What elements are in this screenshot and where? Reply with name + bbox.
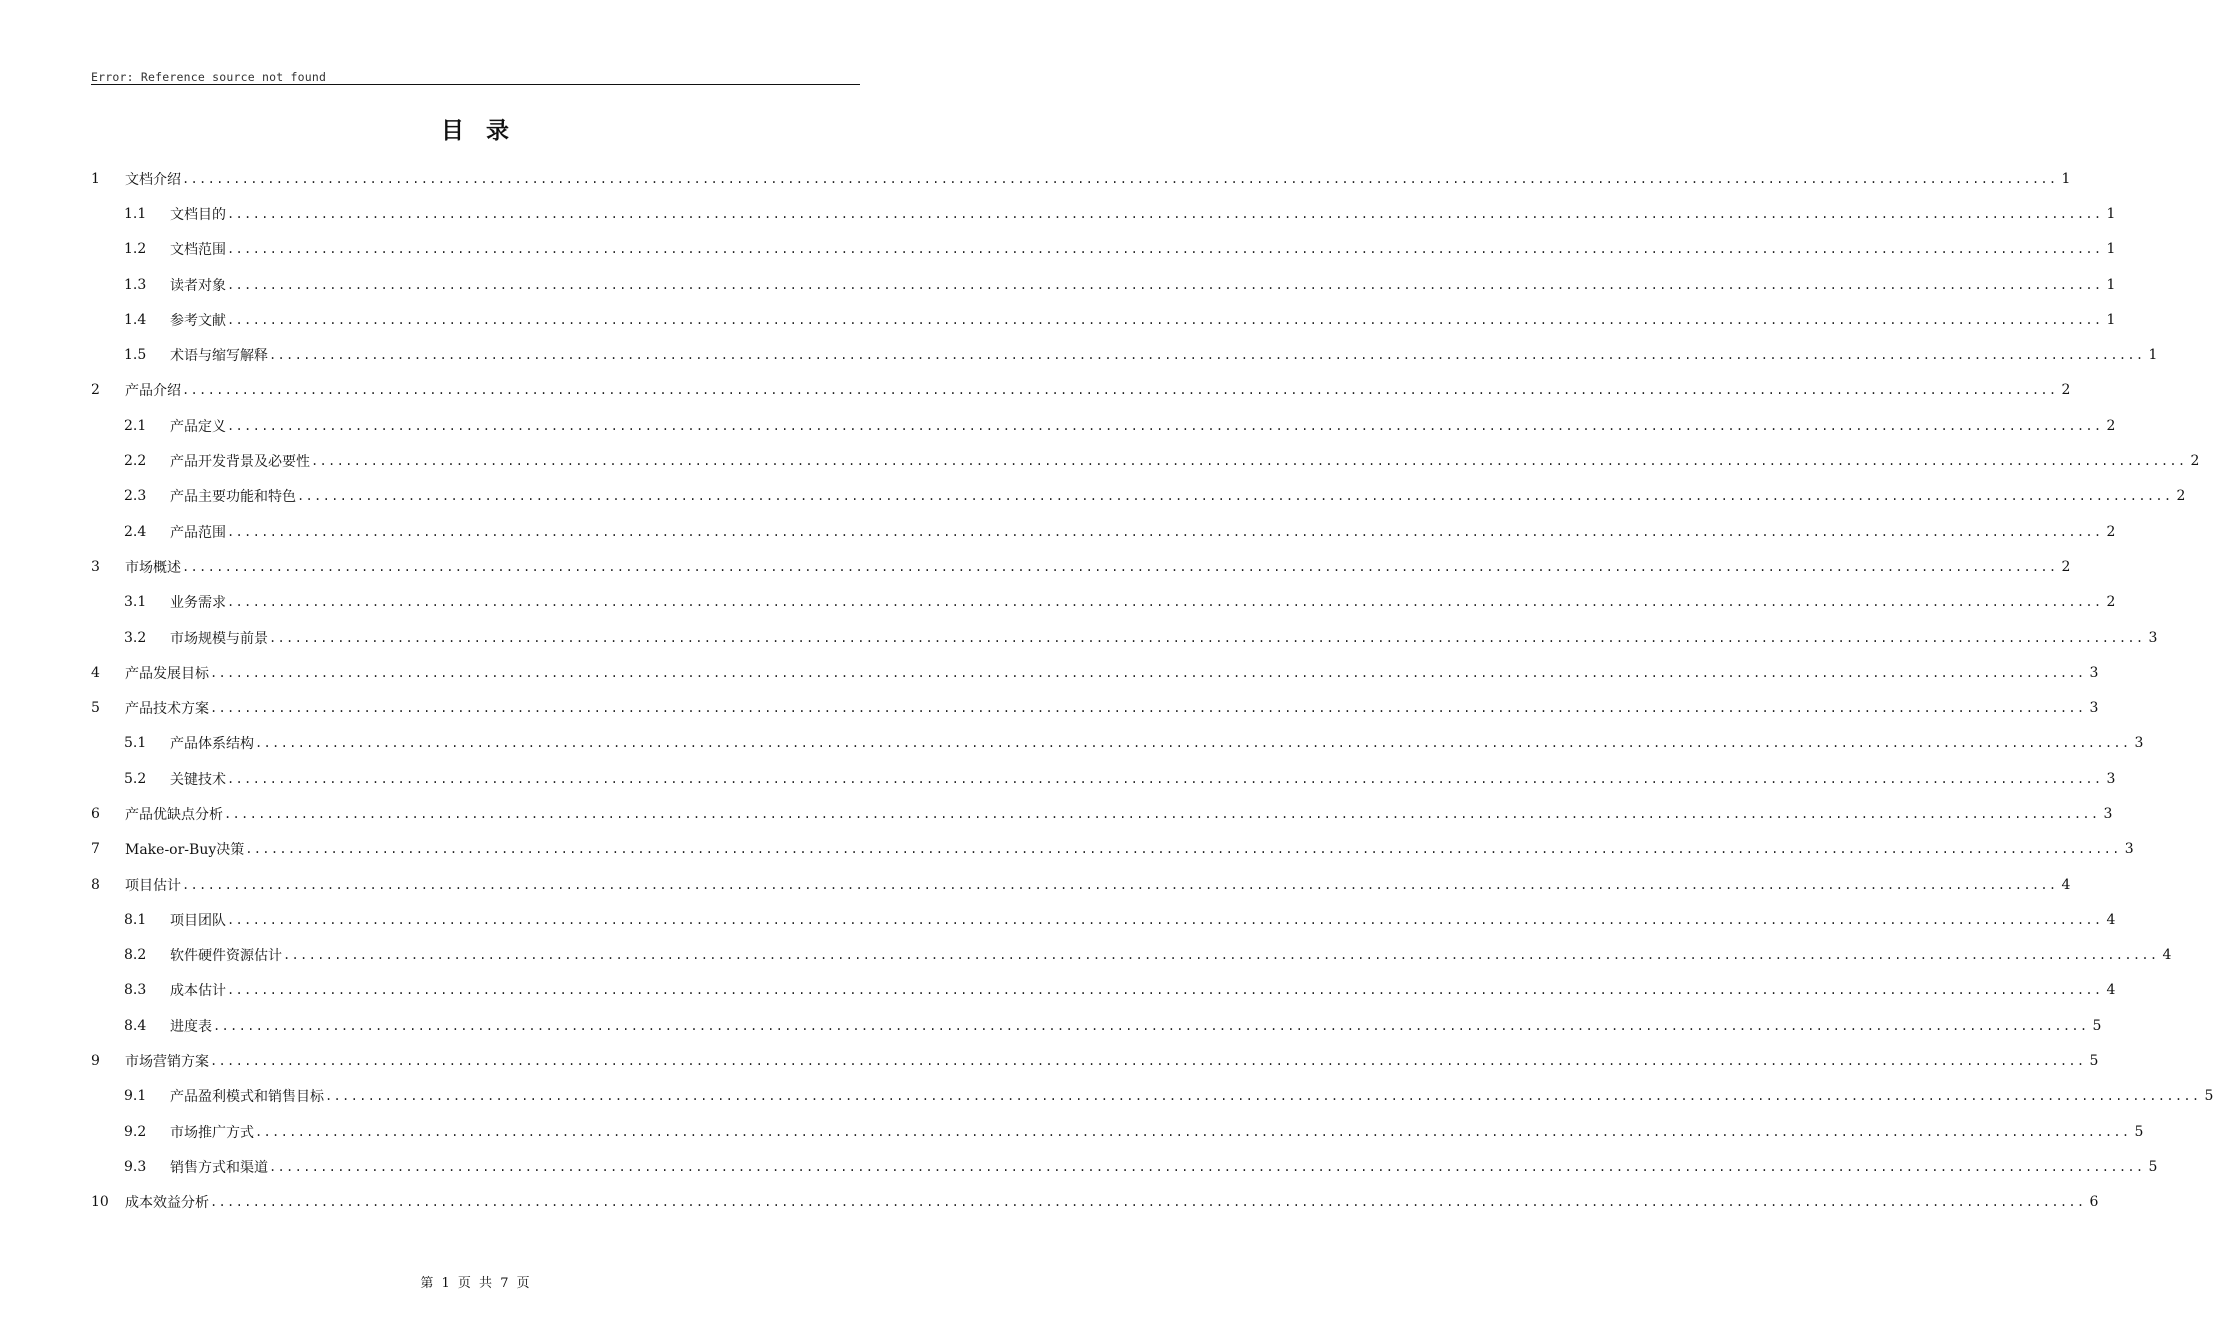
toc-entry-page-number: 4	[2106, 911, 2116, 928]
toc-entry-number: 1.4	[124, 311, 147, 328]
toc-dot-leader: ............................................................................................................................................................................................................................	[269, 630, 2145, 645]
toc-entry[interactable]	[91, 267, 2116, 302]
toc-dot-leader: ............................................................................................................................................................................................................................	[227, 418, 2103, 433]
toc-entry-title: 成本估计	[170, 983, 226, 1000]
toc-entry[interactable]	[91, 514, 2116, 549]
toc-entry[interactable]	[91, 196, 2116, 231]
page-footer: 第 1 页 共 7 页	[420, 1276, 530, 1291]
toc-entry-page-number: 5	[2089, 1053, 2099, 1070]
toc-entry-page-number: 3	[2103, 805, 2113, 822]
toc-entry[interactable]	[91, 1079, 2213, 1114]
toc-entry-page-number: 2	[2106, 523, 2116, 540]
toc-entry-number: 3	[91, 558, 100, 575]
toc-dot-leader: ............................................................................................................................................................................................................................	[227, 242, 2103, 257]
toc-entry-number: 8.2	[124, 947, 147, 964]
toc-entry-page-number: 3	[2134, 735, 2144, 752]
toc-dot-leader: ............................................................................................................................................................................................................................	[255, 1124, 2131, 1139]
toc-entry-page-number: 1	[2148, 347, 2158, 364]
toc-entry-title: 市场规模与前景	[170, 630, 268, 647]
toc-dot-leader: ............................................................................................................................................................................................................................	[269, 1159, 2145, 1174]
toc-entry-title: 销售方式和渠道	[170, 1159, 268, 1176]
toc-entry-title: 产品开发背景及必要性	[170, 454, 310, 471]
toc-entry-number: 1.2	[124, 241, 147, 258]
toc-entry-number: 8	[91, 876, 100, 893]
toc-entry-title: 进度表	[170, 1018, 212, 1035]
running-header: Error: Reference source not found	[91, 70, 327, 84]
toc-entry[interactable]	[91, 761, 2116, 796]
toc-entry-title: 产品介绍	[125, 383, 181, 400]
toc-dot-leader: ............................................................................................................................................................................................................................	[269, 348, 2145, 363]
toc-entry-title: 产品优缺点分析	[125, 806, 223, 823]
toc-entry-number: 8.4	[124, 1017, 147, 1034]
toc-entry-number: 9.2	[124, 1123, 147, 1140]
toc-entry-number: 7	[91, 841, 100, 858]
toc-entry-page-number: 3	[2106, 770, 2116, 787]
toc-entry-page-number: 6	[2089, 1194, 2099, 1211]
toc-entry-page-number: 2	[2106, 594, 2116, 611]
toc-dot-leader: ............................................................................................................................................................................................................................	[227, 771, 2103, 786]
toc-entry[interactable]	[91, 902, 2116, 937]
toc-entry-page-number: 2	[2106, 417, 2116, 434]
toc-dot-leader: ............................................................................................................................................................................................................................	[227, 312, 2103, 327]
toc-entry-title: 业务需求	[170, 595, 226, 612]
toc-entry-title: 项目估计	[125, 877, 181, 894]
toc-entry-number: 4	[91, 664, 100, 681]
toc-entry-title: 产品体系结构	[170, 736, 254, 753]
toc-entry[interactable]	[91, 1043, 2099, 1078]
toc-dot-leader: ............................................................................................................................................................................................................................	[311, 454, 2187, 469]
toc-dot-leader: ............................................................................................................................................................................................................................	[227, 206, 2103, 221]
toc-dot-leader: ............................................................................................................................................................................................................................	[182, 383, 2058, 398]
toc-dot-leader: ............................................................................................................................................................................................................................	[227, 912, 2103, 927]
toc-entry-page-number: 2	[2176, 488, 2186, 505]
toc-entry-page-number: 3	[2089, 664, 2099, 681]
toc-entry[interactable]	[91, 796, 2113, 831]
toc-dot-leader: ............................................................................................................................................................................................................................	[182, 171, 2058, 186]
toc-entry-title: 文档目的	[170, 206, 226, 223]
toc-entry[interactable]	[91, 867, 2071, 902]
toc-entry-number: 9.1	[124, 1088, 147, 1105]
toc-entry[interactable]	[91, 1008, 2102, 1043]
toc-dot-leader: ............................................................................................................................................................................................................................	[182, 559, 2058, 574]
toc-entry-page-number: 1	[2106, 276, 2116, 293]
toc-entry-number: 1.3	[124, 276, 147, 293]
toc-entry-title: 产品发展目标	[125, 665, 209, 682]
toc-entry-page-number: 5	[2148, 1158, 2158, 1175]
toc-dot-leader: ............................................................................................................................................................................................................................	[213, 1018, 2089, 1033]
toc-entry-page-number: 3	[2089, 700, 2099, 717]
toc-entry-number: 1.1	[124, 205, 147, 222]
toc-dot-leader: ............................................................................................................................................................................................................................	[182, 877, 2058, 892]
toc-entry-number: 6	[91, 805, 100, 822]
toc-dot-leader: ............................................................................................................................................................................................................................	[227, 277, 2103, 292]
toc-entry[interactable]	[91, 373, 2071, 408]
toc-entry-number: 5.2	[124, 770, 147, 787]
toc-dot-leader: ............................................................................................................................................................................................................................	[245, 842, 2121, 857]
toc-title: 目录	[441, 118, 531, 144]
toc-entry-title: 产品技术方案	[125, 701, 209, 718]
toc-entry[interactable]	[91, 232, 2116, 267]
toc-entry-page-number: 4	[2061, 876, 2071, 893]
toc-entry-number: 2.3	[124, 488, 147, 505]
toc-entry-page-number: 5	[2134, 1123, 2144, 1140]
toc-entry[interactable]	[91, 1149, 2158, 1184]
toc-entry[interactable]	[91, 973, 2116, 1008]
toc-entry-title: 项目团队	[170, 912, 226, 929]
toc-dot-leader: ............................................................................................................................................................................................................................	[297, 489, 2173, 504]
toc-dot-leader: ............................................................................................................................................................................................................................	[325, 1089, 2201, 1104]
toc-entry-page-number: 2	[2190, 453, 2200, 470]
toc-entry[interactable]	[91, 302, 2116, 337]
toc-entry[interactable]	[91, 620, 2158, 655]
toc-entry-number: 3.1	[124, 594, 147, 611]
toc-entry-number: 2.1	[124, 417, 147, 434]
toc-entry-page-number: 5	[2092, 1017, 2102, 1034]
toc-entry-number: 9	[91, 1053, 100, 1070]
table-of-contents	[91, 161, 2213, 1220]
toc-entry-number: 9.3	[124, 1158, 147, 1175]
toc-entry-page-number: 4	[2106, 982, 2116, 999]
toc-entry-title: Make-or-Buy决策	[125, 842, 245, 859]
toc-entry-number: 1	[91, 170, 100, 187]
toc-entry-title: 术语与缩写解释	[170, 348, 268, 365]
toc-entry-title: 成本效益分析	[125, 1195, 209, 1212]
toc-dot-leader: ............................................................................................................................................................................................................................	[255, 736, 2131, 751]
toc-entry[interactable]	[91, 1185, 2099, 1220]
toc-entry-number: 1.5	[124, 347, 147, 364]
toc-entry-title: 产品主要功能和特色	[170, 489, 296, 506]
toc-dot-leader: ............................................................................................................................................................................................................................	[224, 806, 2100, 821]
toc-entry[interactable]	[91, 337, 2158, 372]
toc-entry-title: 市场概述	[125, 559, 181, 576]
toc-entry[interactable]	[91, 655, 2099, 690]
toc-entry-title: 文档范围	[170, 242, 226, 259]
toc-entry-page-number: 1	[2106, 311, 2116, 328]
toc-entry[interactable]	[91, 408, 2116, 443]
toc-entry-page-number: 4	[2162, 947, 2172, 964]
toc-dot-leader: ............................................................................................................................................................................................................................	[210, 701, 2086, 716]
toc-entry[interactable]	[91, 1114, 2144, 1149]
toc-entry-number: 8.1	[124, 911, 147, 928]
toc-entry-page-number: 1	[2106, 205, 2116, 222]
toc-entry-title: 文档介绍	[125, 171, 181, 188]
toc-entry-title: 读者对象	[170, 277, 226, 294]
toc-entry[interactable]	[91, 585, 2116, 620]
toc-entry-number: 2.2	[124, 453, 147, 470]
toc-entry-page-number: 3	[2148, 629, 2158, 646]
toc-dot-leader: ............................................................................................................................................................................................................................	[210, 1195, 2086, 1210]
toc-entry-title: 软件硬件资源估计	[170, 948, 282, 965]
toc-entry[interactable]	[91, 726, 2144, 761]
toc-entry[interactable]	[91, 443, 2200, 478]
toc-entry-page-number: 1	[2061, 170, 2071, 187]
toc-entry-number: 3.2	[124, 629, 147, 646]
toc-dot-leader: ............................................................................................................................................................................................................................	[227, 595, 2103, 610]
header-rule	[91, 84, 860, 85]
toc-entry-title: 产品范围	[170, 524, 226, 541]
toc-entry-number: 8.3	[124, 982, 147, 999]
toc-entry-title: 市场推广方式	[170, 1124, 254, 1141]
toc-entry-title: 市场营销方案	[125, 1054, 209, 1071]
toc-entry-title: 产品定义	[170, 418, 226, 435]
toc-entry[interactable]	[91, 549, 2071, 584]
toc-entry-number: 5	[91, 700, 100, 717]
toc-entry[interactable]	[91, 938, 2172, 973]
toc-entry-number: 2.4	[124, 523, 147, 540]
toc-entry-number: 5.1	[124, 735, 147, 752]
toc-entry-title: 参考文献	[170, 312, 226, 329]
toc-entry-page-number: 2	[2061, 382, 2071, 399]
toc-entry[interactable]	[91, 479, 2186, 514]
toc-dot-leader: ............................................................................................................................................................................................................................	[210, 665, 2086, 680]
toc-entry[interactable]	[91, 832, 2134, 867]
toc-entry-title: 产品盈利模式和销售目标	[170, 1089, 324, 1106]
toc-entry-number: 2	[91, 382, 100, 399]
toc-dot-leader: ............................................................................................................................................................................................................................	[227, 524, 2103, 539]
toc-entry-title: 关键技术	[170, 771, 226, 788]
toc-entry-page-number: 1	[2106, 241, 2116, 258]
toc-dot-leader: ............................................................................................................................................................................................................................	[227, 983, 2103, 998]
toc-entry-page-number: 2	[2061, 558, 2071, 575]
toc-entry[interactable]	[91, 161, 2071, 196]
toc-entry[interactable]	[91, 690, 2099, 725]
toc-entry-page-number: 3	[2124, 841, 2134, 858]
toc-entry-number: 10	[91, 1194, 109, 1211]
toc-entry-page-number: 5	[2204, 1088, 2213, 1105]
toc-dot-leader: ............................................................................................................................................................................................................................	[210, 1054, 2086, 1069]
toc-dot-leader: ............................................................................................................................................................................................................................	[283, 948, 2159, 963]
